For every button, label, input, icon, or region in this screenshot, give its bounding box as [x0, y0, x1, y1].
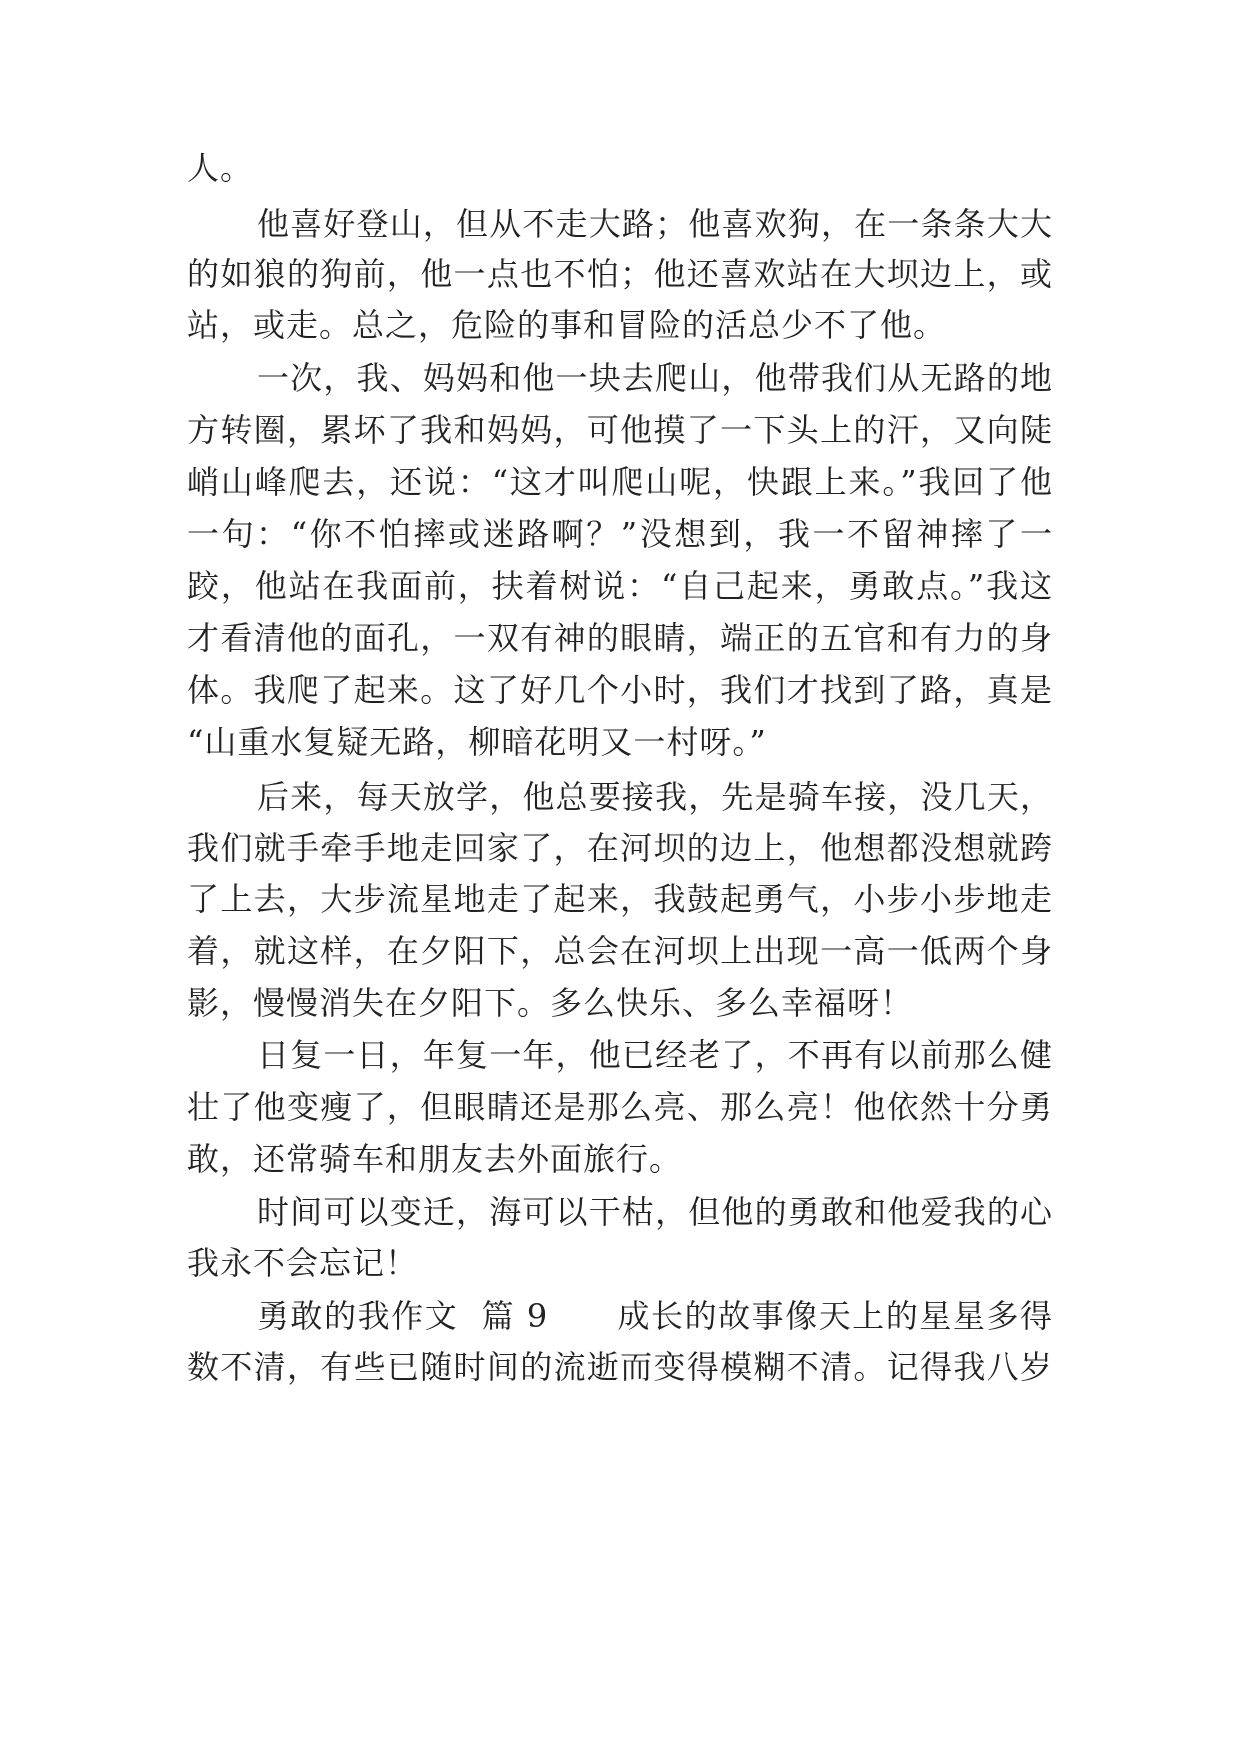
text-line: 我们就手牵手地走回家了，在河坝的边上，他想都没想就跨: [187, 829, 1052, 867]
text-line: 人。: [187, 149, 254, 187]
text-line: 跤，他站在我面前，扶着树说：“自己起来，勇敢点。”我这: [187, 567, 1052, 605]
text-line: 壮了他变瘦了，但眼睛还是那么亮、那么亮！他依然十分勇: [187, 1088, 1052, 1126]
text-line: 一句：“你不怕摔或迷路啊？”没想到，我一不留神摔了一: [187, 515, 1052, 553]
text-line: 我永不会忘记！: [187, 1244, 419, 1282]
text-line: 他喜好登山，但从不走大路；他喜欢狗，在一条条大大: [257, 205, 1052, 243]
text-line: 的如狼的狗前，他一点也不怕；他还喜欢站在大坝边上，或: [187, 255, 1052, 293]
text-line: 了上去，大步流星地走了起来，我鼓起勇气，小步小步地走: [187, 880, 1052, 918]
text-line: 影，慢慢消失在夕阳下。多么快乐、多么幸福呀！: [187, 984, 914, 1022]
text-line: 体。我爬了起来。这了好几个小时，我们才找到了路，真是: [187, 671, 1052, 709]
text-line: 着，就这样，在夕阳下，总会在河坝上出现一高一低两个身: [187, 932, 1052, 970]
text-line: 站，或走。总之，危险的事和冒险的活总少不了他。: [187, 306, 947, 344]
text-line: 敢，还常骑车和朋友去外面旅行。: [187, 1140, 683, 1178]
text-line: 方转圈，累坏了我和妈妈，可他摸了一下头上的汗，又向陡: [187, 411, 1052, 449]
text-line: 才看清他的面孔，一双有神的眼睛，端正的五官和有力的身: [187, 619, 1052, 657]
text-line: 日复一日，年复一年，他已经老了，不再有以前那么健: [257, 1036, 1052, 1074]
text-line: 时间可以变迁，海可以干枯，但他的勇敢和他爱我的心: [257, 1193, 1052, 1231]
text-line: 勇敢的我作文 篇 9 成长的故事像天上的星星多得: [257, 1297, 1052, 1335]
text-line: 一次，我、妈妈和他一块去爬山，他带我们从无路的地: [257, 359, 1052, 397]
text-line: 峭山峰爬去，还说：“这才叫爬山呢，快跟上来。”我回了他: [187, 463, 1052, 501]
text-line: 后来，每天放学，他总要接我，先是骑车接，没几天，: [257, 778, 1052, 816]
text-line: “山重水复疑无路，柳暗花明又一村呀。”: [187, 723, 767, 761]
text-line: 数不清，有些已随时间的流逝而变得模糊不清。记得我八岁: [187, 1348, 1052, 1386]
